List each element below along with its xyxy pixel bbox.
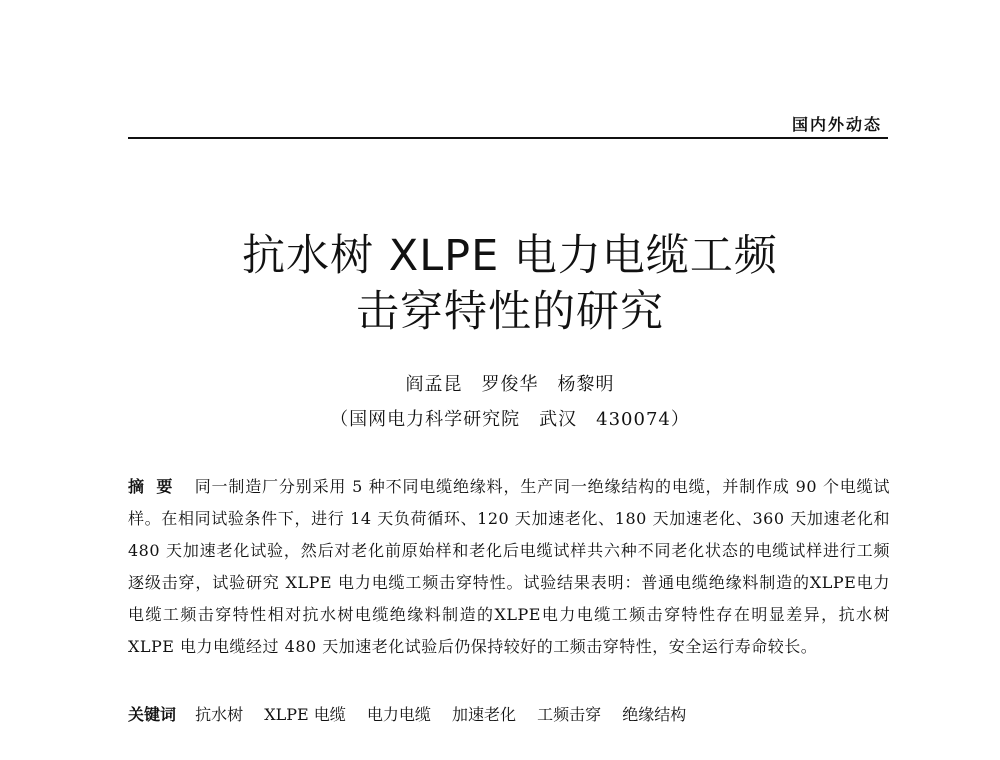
keyword-item: 加速老化 [451,705,516,724]
author-list: 阎孟昆 罗俊华 杨黎明 [405,374,615,395]
paper-title [120,228,900,340]
keywords [128,702,890,725]
keyword-item: 电力电缆 [366,705,431,724]
abstract-text: 同一制造厂分别采用 5 种不同电缆绝缘料，生产同一绝缘结构的电缆，并制作成 90 个电缆试样。在相同试验条件下，进行 14 天负荷循环、120 天加速老化、180 天加速老化、360 天加速老化和 480 天加速老化试验，然后对老化前原始样和老化后电缆试样共六种不同老化状态的电缆试样进行工频逐级击穿，试验研究 XLPE 电力电缆工频击穿特性。试验结果表明：普通电缆绝缘料制造的XLPE电力电缆工频击穿特性相对抗水树电缆绝缘料制造的XLPE电力电缆工频击穿特性存在明显差异，抗水树 XLPE 电力电缆经过 480 天加速老化试验后仍保持较好的工频击穿特性，安全运行寿命较长。 [128,477,890,656]
keywords-label: 关键词 [128,705,177,724]
affiliation: （国网电力科学研究院 武汉 430074） [330,409,690,430]
abstract-label: 摘要 [128,477,185,496]
keyword-item: 抗水树 [195,705,244,724]
keyword-item: 工频击穿 [537,705,602,724]
keyword-item: 绝缘结构 [622,705,687,724]
header-divider [128,137,888,139]
paper-title-line-1: 抗水树 XLPE 电力电缆工频 [242,231,778,281]
paper-title-line-2: 击穿特性的研究 [356,287,664,337]
keyword-item: XLPE 电缆 [264,705,346,724]
abstract [128,471,890,663]
section-header: 国内外动态 [791,115,882,134]
